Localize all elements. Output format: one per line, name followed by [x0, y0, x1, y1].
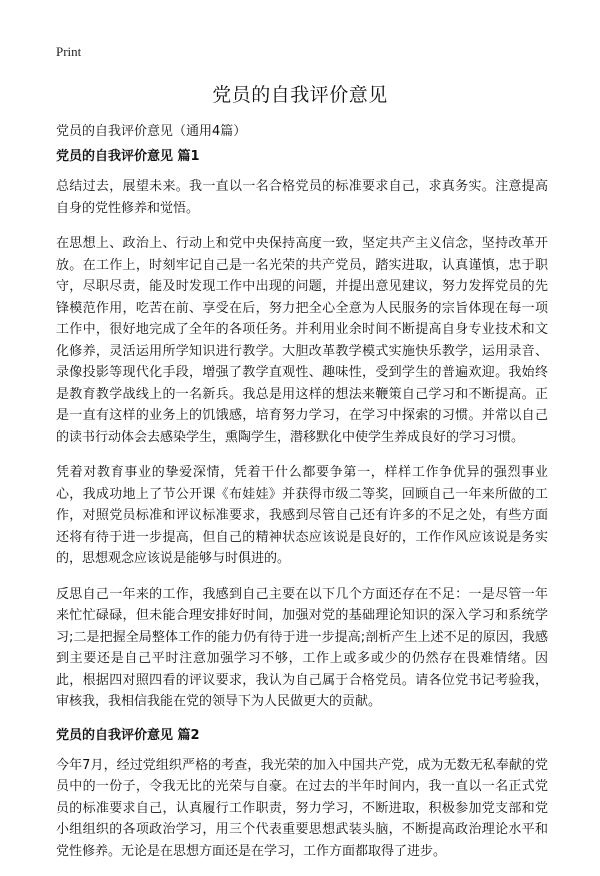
paragraph: 凭着对教育事业的挚爱深情，凭着干什么都要争第一，样样工作争优异的强烈事业心，我成功地上了节公开课《布娃娃》并获得市级二等奖，回顾自己一年来所做的工作，对照党员标准和评议标准要求，我感到尽管自己还有许多的不足之处，有些方面还将有待于进一步提高，但自己的精神状态应该说是良好的，工作作风应该说是务实的，思想观念应该说是能够与时俱进的。	[56, 465, 548, 566]
section-2	[56, 727, 548, 863]
print-link[interactable]: Print	[56, 44, 82, 59]
document-subtitle: 党员的自我评价意见（通用4篇）	[56, 124, 247, 139]
paragraph: 在思想上、政治上、行动上和党中央保持高度一致，坚定共产主义信念，坚持改革开放。在工作上，时刻牢记自己是一名光荣的共产党员，踏实进取，认真谨慎，忠于职守，尽职尽责，能及时发现工作中出现的问题，并提出意见建议，努力发挥党员的先锋模范作用，吃苦在前、享受在后，努力把全心全意为人民服务的宗旨体现在每一项工作中，很好地完成了全年的各项任务。并利用业余时间不断提高自身专业技术和文化修养，灵活运用所学知识进行教学。大胆改革教学模式实施快乐教学，运用录音、录像投影等现代化手段，增强了教学直观性、趣味性，受到学生的普遍欢迎。我始终是教育教学战线上的一名新兵。我总是用这样的想法来鞭策自己学习和不断提高。正是一直有这样的业务上的饥饿感，培育努力学习，在学习中探索的习惯。并常以自己的读书行动体会去感染学生，熏陶学生，潜移默化中使学生养成良好的学习习惯。	[56, 236, 548, 445]
section-heading: 党员的自我评价意见 篇2	[56, 727, 200, 743]
paragraph: 今年7月，经过党组织严格的考查，我光荣的加入中国共产党，成为无数无私奉献的党员中的一份子，令我无比的光荣与自豪。在过去的半年时间内，我一直以一名正式党员的标准要求自己，认真履行工作职责，努力学习，不断进取，积极参加党支部和党小组组织的各项政治学习，用三个代表重要思想武装头脑，不断提高政治理论水平和党性修养。无论是在思想方面还是在学习，工作方面都取得了进步。	[56, 757, 548, 859]
page-title: 党员的自我评价意见	[212, 84, 388, 106]
section-heading: 党员的自我评价意见 篇1	[56, 149, 200, 164]
paragraph: 反思自己一年来的工作，我感到自己主要在以下几个方面还存在不足：一是尽管一年来忙忙碌碌，但未能合理安排好时间，加强对党的基础理论知识的深入学习和系统学习;二是把握全局整体工作的能力仍有待于进一步提高;剖析产生上述不足的原因，我感到主要还是自己平时注意加强学习不够，工作上或多或少的仍然存在畏难情绪。因此，根据四对照四看的评议要求，我认为自己属于合格党员。请各位党书记考验我，审核我，我相信我能在党的领导下为人民做更大的贡献。	[56, 586, 548, 709]
document-body	[56, 148, 548, 876]
section-1	[56, 148, 548, 713]
paragraph: 总结过去，展望未来。我一直以一名合格党员的标准要求自己，求真务实。注意提高自身的党性修养和觉悟。	[56, 179, 548, 216]
